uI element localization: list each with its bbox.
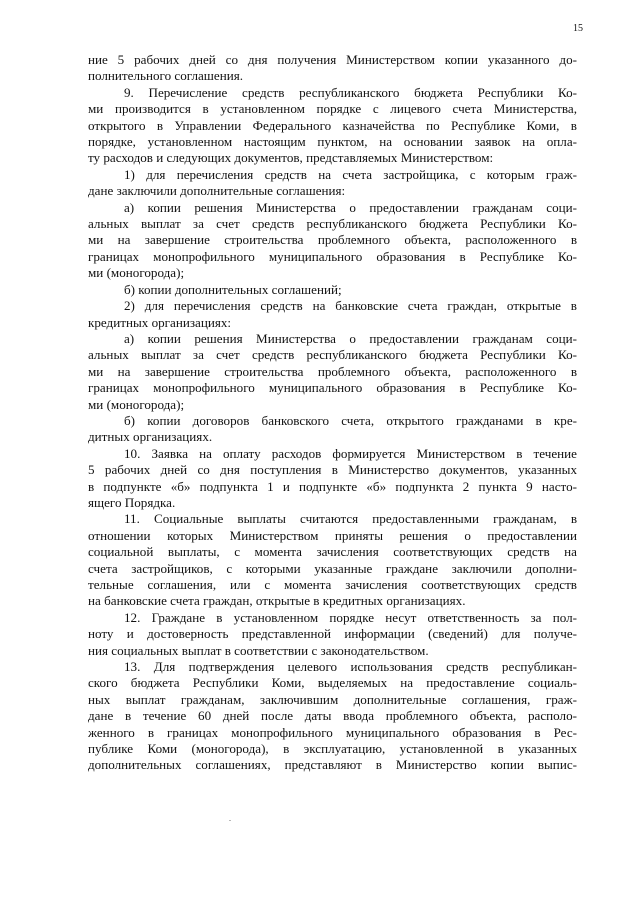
text-line: порядке, установленном настоящим пунктом, на основании заявок на опла- [88,134,577,150]
body-text [88,52,577,774]
text-line: публике Коми (моногорода), в эксплуатацию, установленной в указанных [88,741,577,757]
text-line: дане в течение 60 дней после даты ввода проблемного объекта, располо- [88,708,577,724]
text-line: женного в границах монопрофильного муниципального образования в Рес- [88,724,577,740]
text-line: границах монопрофильного муниципального образования в Республике Ко- [88,248,577,264]
text-line: полнительного соглашения. [88,68,244,84]
text-line: ту расходов и следующих документов, представляемых Министерством: [88,150,494,166]
text-line: б) копии договоров банковского счета, открытого гражданами в кре- [124,412,577,428]
text-line: ние 5 рабочих дней со дня получения Министерством копии указанного до- [88,52,577,67]
text-line: ми (моногорода); [88,265,185,281]
text-line: 5 рабочих дней со дня поступления в Министерство документов, указанных [88,462,577,478]
text-line: 12. Граждане в установленном порядке несут ответственность за пол- [124,609,577,625]
text-line: ского бюджета Республики Коми, выделяемых на предоставление социаль- [88,675,577,691]
text-line: счета застройщиков, с которыми указанные граждане заключили дополни- [88,560,577,576]
text-line: отношении которых Министерством приняты решения о предоставлении [88,527,577,543]
text-line: ноту и достоверность представленной информации (сведений) для получе- [88,626,577,642]
text-line: кредитных организациях: [88,314,232,330]
text-line: тельные соглашения, или с момента зачисления соответствующих средств [88,577,577,592]
text-line: дане заключили дополнительные соглашения: [88,183,346,199]
text-line: ми (моногорода); [88,396,185,412]
text-line: ми на завершение строительства проблемного объекта, расположенного в [88,232,577,248]
text-line: социальной выплаты, с момента зачисления соответствующих средств на [88,544,577,560]
text-line: альных выплат за счет средств республиканского бюджета Республики Ко- [88,347,577,363]
text-line: ных выплат гражданам, заключившим дополнительные соглашения, граж- [88,691,577,707]
text-line: б) копии дополнительных соглашений; [124,281,342,297]
text-line: альных выплат за счет средств республиканского бюджета Республики Ко- [88,216,577,232]
scan-artifact [229,820,231,821]
text-line: 13. Для подтверждения целевого использования средств республикан- [124,659,577,675]
page-number: 15 [573,23,583,34]
text-line: а) копии решения Министерства о предоставлении гражданам соци- [124,330,577,346]
text-line: 11. Социальные выплаты считаются предоставленными гражданам, в [124,511,577,527]
text-line: а) копии решения Министерства о предоставлении гражданам соци- [124,199,577,215]
text-line: дополнительных соглашениях, представляют в Министерство копии выпис- [88,757,577,773]
text-line: на банковские счета граждан, открытые в кредитных организациях. [88,593,466,609]
text-line: ми производится в установленном порядке с лицевого счета Министерства, [88,101,577,117]
text-line: дитных организациях. [88,429,213,445]
text-line: 9. Перечисление средств республиканского бюджета Республики Ко- [124,84,577,100]
text-line: ми на завершение строительства проблемного объекта, расположенного в [88,363,577,379]
text-line: открытого в Управлении Федерального казначейства по Республике Коми, в [88,117,577,133]
text-line: 2) для перечисления средств на банковские счета граждан, открытые в [124,298,577,314]
text-line: границах монопрофильного муниципального образования в Республике Ко- [88,380,577,396]
text-line: ния социальных выплат в соответствии с законодательством. [88,642,429,658]
text-line: 1) для перечисления средств на счета застройщика, с которым граж- [124,166,577,182]
text-line: в подпункте «б» подпункта 1 и подпункте «б» подпункта 2 пункта 9 насто- [88,478,577,494]
text-line: ящего Порядка. [88,494,176,510]
text-line: 10. Заявка на оплату расходов формируется Министерством в течение [124,445,577,461]
